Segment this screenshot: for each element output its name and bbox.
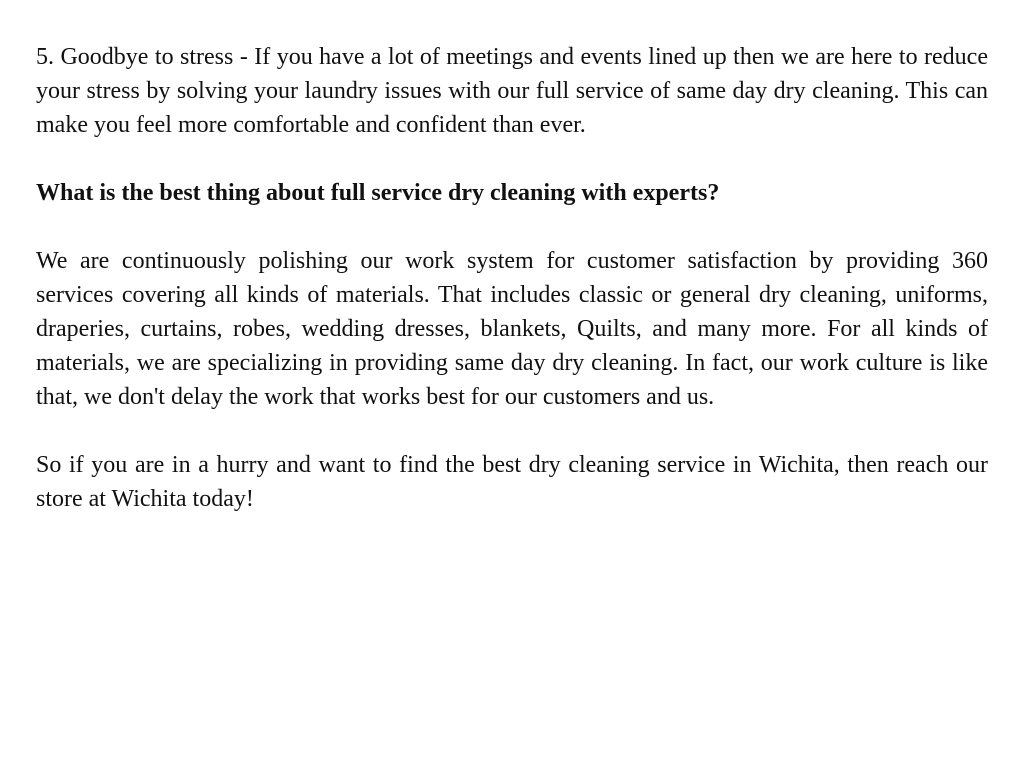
paragraph-services: We are continuously polishing our work system for customer satisfaction by providing 360 services covering all kinds of materials. That includes classic or general dry cleaning, uniforms, draperies, curtains, robes, wedding dresses, blankets, Quilts, and many more. For all kinds of materials, we are specializing in providing same day dry cleaning. In fact, our work culture is like that, we don't delay the work that works best for our customers and us. <box>36 248 988 410</box>
paragraph-call-to-action: So if you are in a hurry and want to find the best dry cleaning service in Wichita, then reach our store at Wichita today! <box>36 452 988 512</box>
paragraph-goodbye-to-stress: 5. Goodbye to stress - If you have a lot of meetings and events lined up then we are here to reduce your stress by solving your laundry issues with our full service of same day dry cleaning. This can make you feel more comfortable and confident than ever. <box>36 44 988 138</box>
section-heading: What is the best thing about full service dry cleaning with experts? <box>36 180 720 206</box>
